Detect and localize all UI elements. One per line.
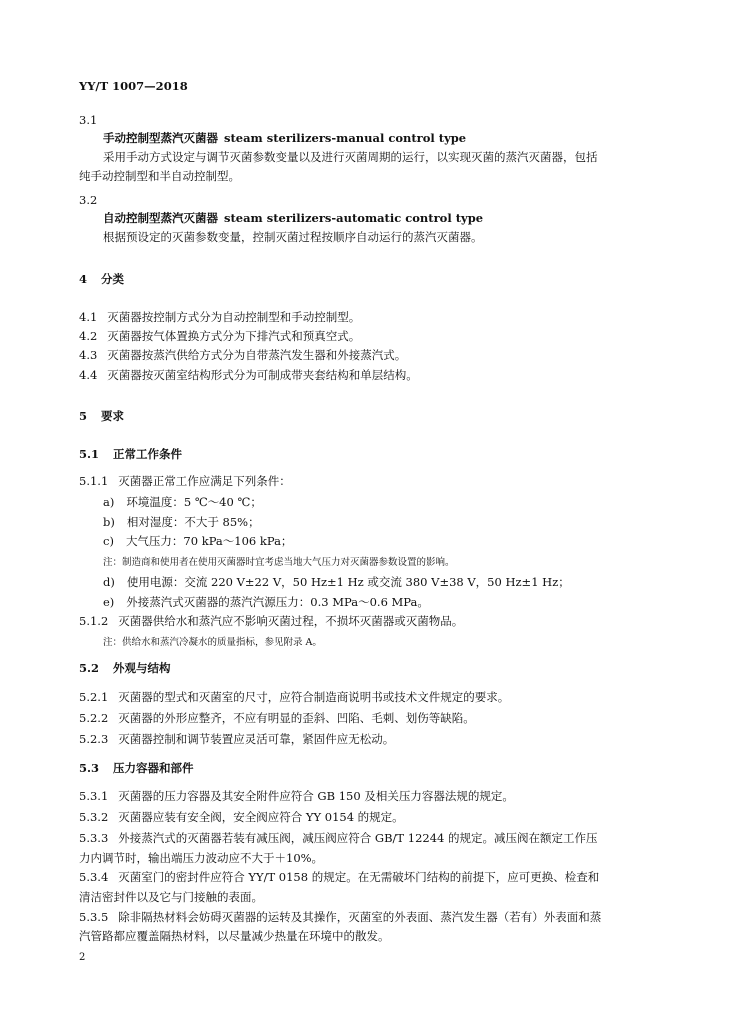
condition-e: e) 外接蒸汽式灭菌器的蒸汽汽源压力：0.3 MPa～0.6 MPa。 <box>103 595 429 609</box>
clause-5-2-3: 5.2.3 灭菌器控制和调节装置应灵活可靠，紧固件应无松动。 <box>79 732 395 746</box>
note-water-quality: 注：供给水和蒸汽冷凝水的质量指标，参见附录 A。 <box>103 637 322 648</box>
clause-5-1-2: 5.1.2 灭菌器供给水和蒸汽应不影响灭菌过程，不损坏灭菌器或灭菌物品。 <box>79 614 464 628</box>
clause-number-3-1: 3.1 <box>79 113 98 127</box>
condition-b: b) 相对湿度：不大于 85%； <box>103 515 260 529</box>
clause-4-1: 4.1 灭菌器按控制方式分为自动控制型和手动控制型。 <box>79 310 361 324</box>
definition-3-2-line1: 根据预设定的灭菌参数变量，控制灭菌过程按顺序自动运行的蒸汽灭菌器。 <box>103 230 483 244</box>
page-number: 2 <box>79 952 86 963</box>
clause-5-1-1: 5.1.1 灭菌器正常工作应满足下列条件： <box>79 474 291 488</box>
clause-4-3: 4.3 灭菌器按蒸汽供给方式分为自带蒸汽发生器和外接蒸汽式。 <box>79 348 407 362</box>
clause-5-3-4: 5.3.4 灭菌室门的密封件应符合 YY/T 0158 的规定。在无需破坏门结构的前提下，应可更换、检查和 <box>79 870 600 884</box>
section-5-heading <box>79 408 124 424</box>
clause-5-3-4-line2: 清洁密封件以及它与门接触的表面。 <box>79 890 263 904</box>
condition-d: d) 使用电源：交流 220 V±22 V，50 Hz±1 Hz 或交流 380 V±38 V，50 Hz±1 Hz； <box>103 575 570 589</box>
clause-number-3-2: 3.2 <box>79 193 98 207</box>
section-5-title: 要求 <box>101 409 125 423</box>
term-3-1-en: steam sterilizers-manual control type <box>224 131 467 145</box>
term-3-2-cn: 自动控制型蒸汽灭菌器 <box>103 211 218 225</box>
clause-5-3-1: 5.3.1 灭菌器的压力容器及其安全附件应符合 GB 150 及相关压力容器法规的规定。 <box>79 789 514 803</box>
subsection-5-2-heading: 5.2 外观与结构 <box>79 661 171 675</box>
clause-5-3-3-line2: 力内调节时，输出端压力波动应不大于＋10%。 <box>79 851 324 865</box>
section-4-number: 4 <box>79 272 88 286</box>
condition-a: a) 环境温度：5 ℃～40 ℃； <box>103 495 262 509</box>
clause-5-3-5-line2: 汽管路都应覆盖隔热材料，以尽量减少热量在环境中的散发。 <box>79 929 390 943</box>
clause-5-3-2: 5.3.2 灭菌器应装有安全阀，安全阀应符合 YY 0154 的规定。 <box>79 810 404 824</box>
clause-5-2-2: 5.2.2 灭菌器的外形应整齐，不应有明显的歪斜、凹陷、毛刺、划伤等缺陷。 <box>79 711 475 725</box>
definition-3-1-line1: 采用手动方式设定与调节灭菌参数变量以及进行灭菌周期的运行，以实现灭菌的蒸汽灭菌器，包括 <box>103 150 598 164</box>
clause-5-2-1: 5.2.1 灭菌器的型式和灭菌室的尺寸，应符合制造商说明书或技术文件规定的要求。 <box>79 690 510 704</box>
section-4-heading <box>79 271 124 287</box>
definition-3-1-line2: 纯手动控制型和半自动控制型。 <box>79 169 240 183</box>
subsection-5-3-heading: 5.3 压力容器和部件 <box>79 761 194 775</box>
term-3-2 <box>103 210 483 226</box>
clause-5-3-5: 5.3.5 除非隔热材料会妨碍灭菌器的运转及其操作，灭菌室的外表面、蒸汽发生器（若有）外表面和蒸 <box>79 910 602 924</box>
term-3-1-cn: 手动控制型蒸汽灭菌器 <box>103 131 218 145</box>
subsection-5-1-heading: 5.1 正常工作条件 <box>79 447 183 461</box>
section-4-title: 分类 <box>101 272 125 286</box>
term-3-2-en: steam sterilizers-automatic control type <box>224 211 484 225</box>
note-atmospheric-pressure: 注：制造商和使用者在使用灭菌器时宜考虑当地大气压力对灭菌器参数设置的影响。 <box>103 557 455 568</box>
document-header: YY/T 1007—2018 <box>79 79 188 93</box>
clause-4-4: 4.4 灭菌器按灭菌室结构形式分为可制成带夹套结构和单层结构。 <box>79 368 418 382</box>
clause-5-3-3: 5.3.3 外接蒸汽式的灭菌器若装有减压阀，减压阀应符合 GB/T 12244 的规定。减压阀在额定工作压 <box>79 831 598 845</box>
clause-4-2: 4.2 灭菌器按气体置换方式分为下排汽式和预真空式。 <box>79 329 361 343</box>
term-3-1 <box>103 130 466 146</box>
condition-c: c) 大气压力：70 kPa～106 kPa； <box>103 534 293 548</box>
section-5-number: 5 <box>79 409 88 423</box>
